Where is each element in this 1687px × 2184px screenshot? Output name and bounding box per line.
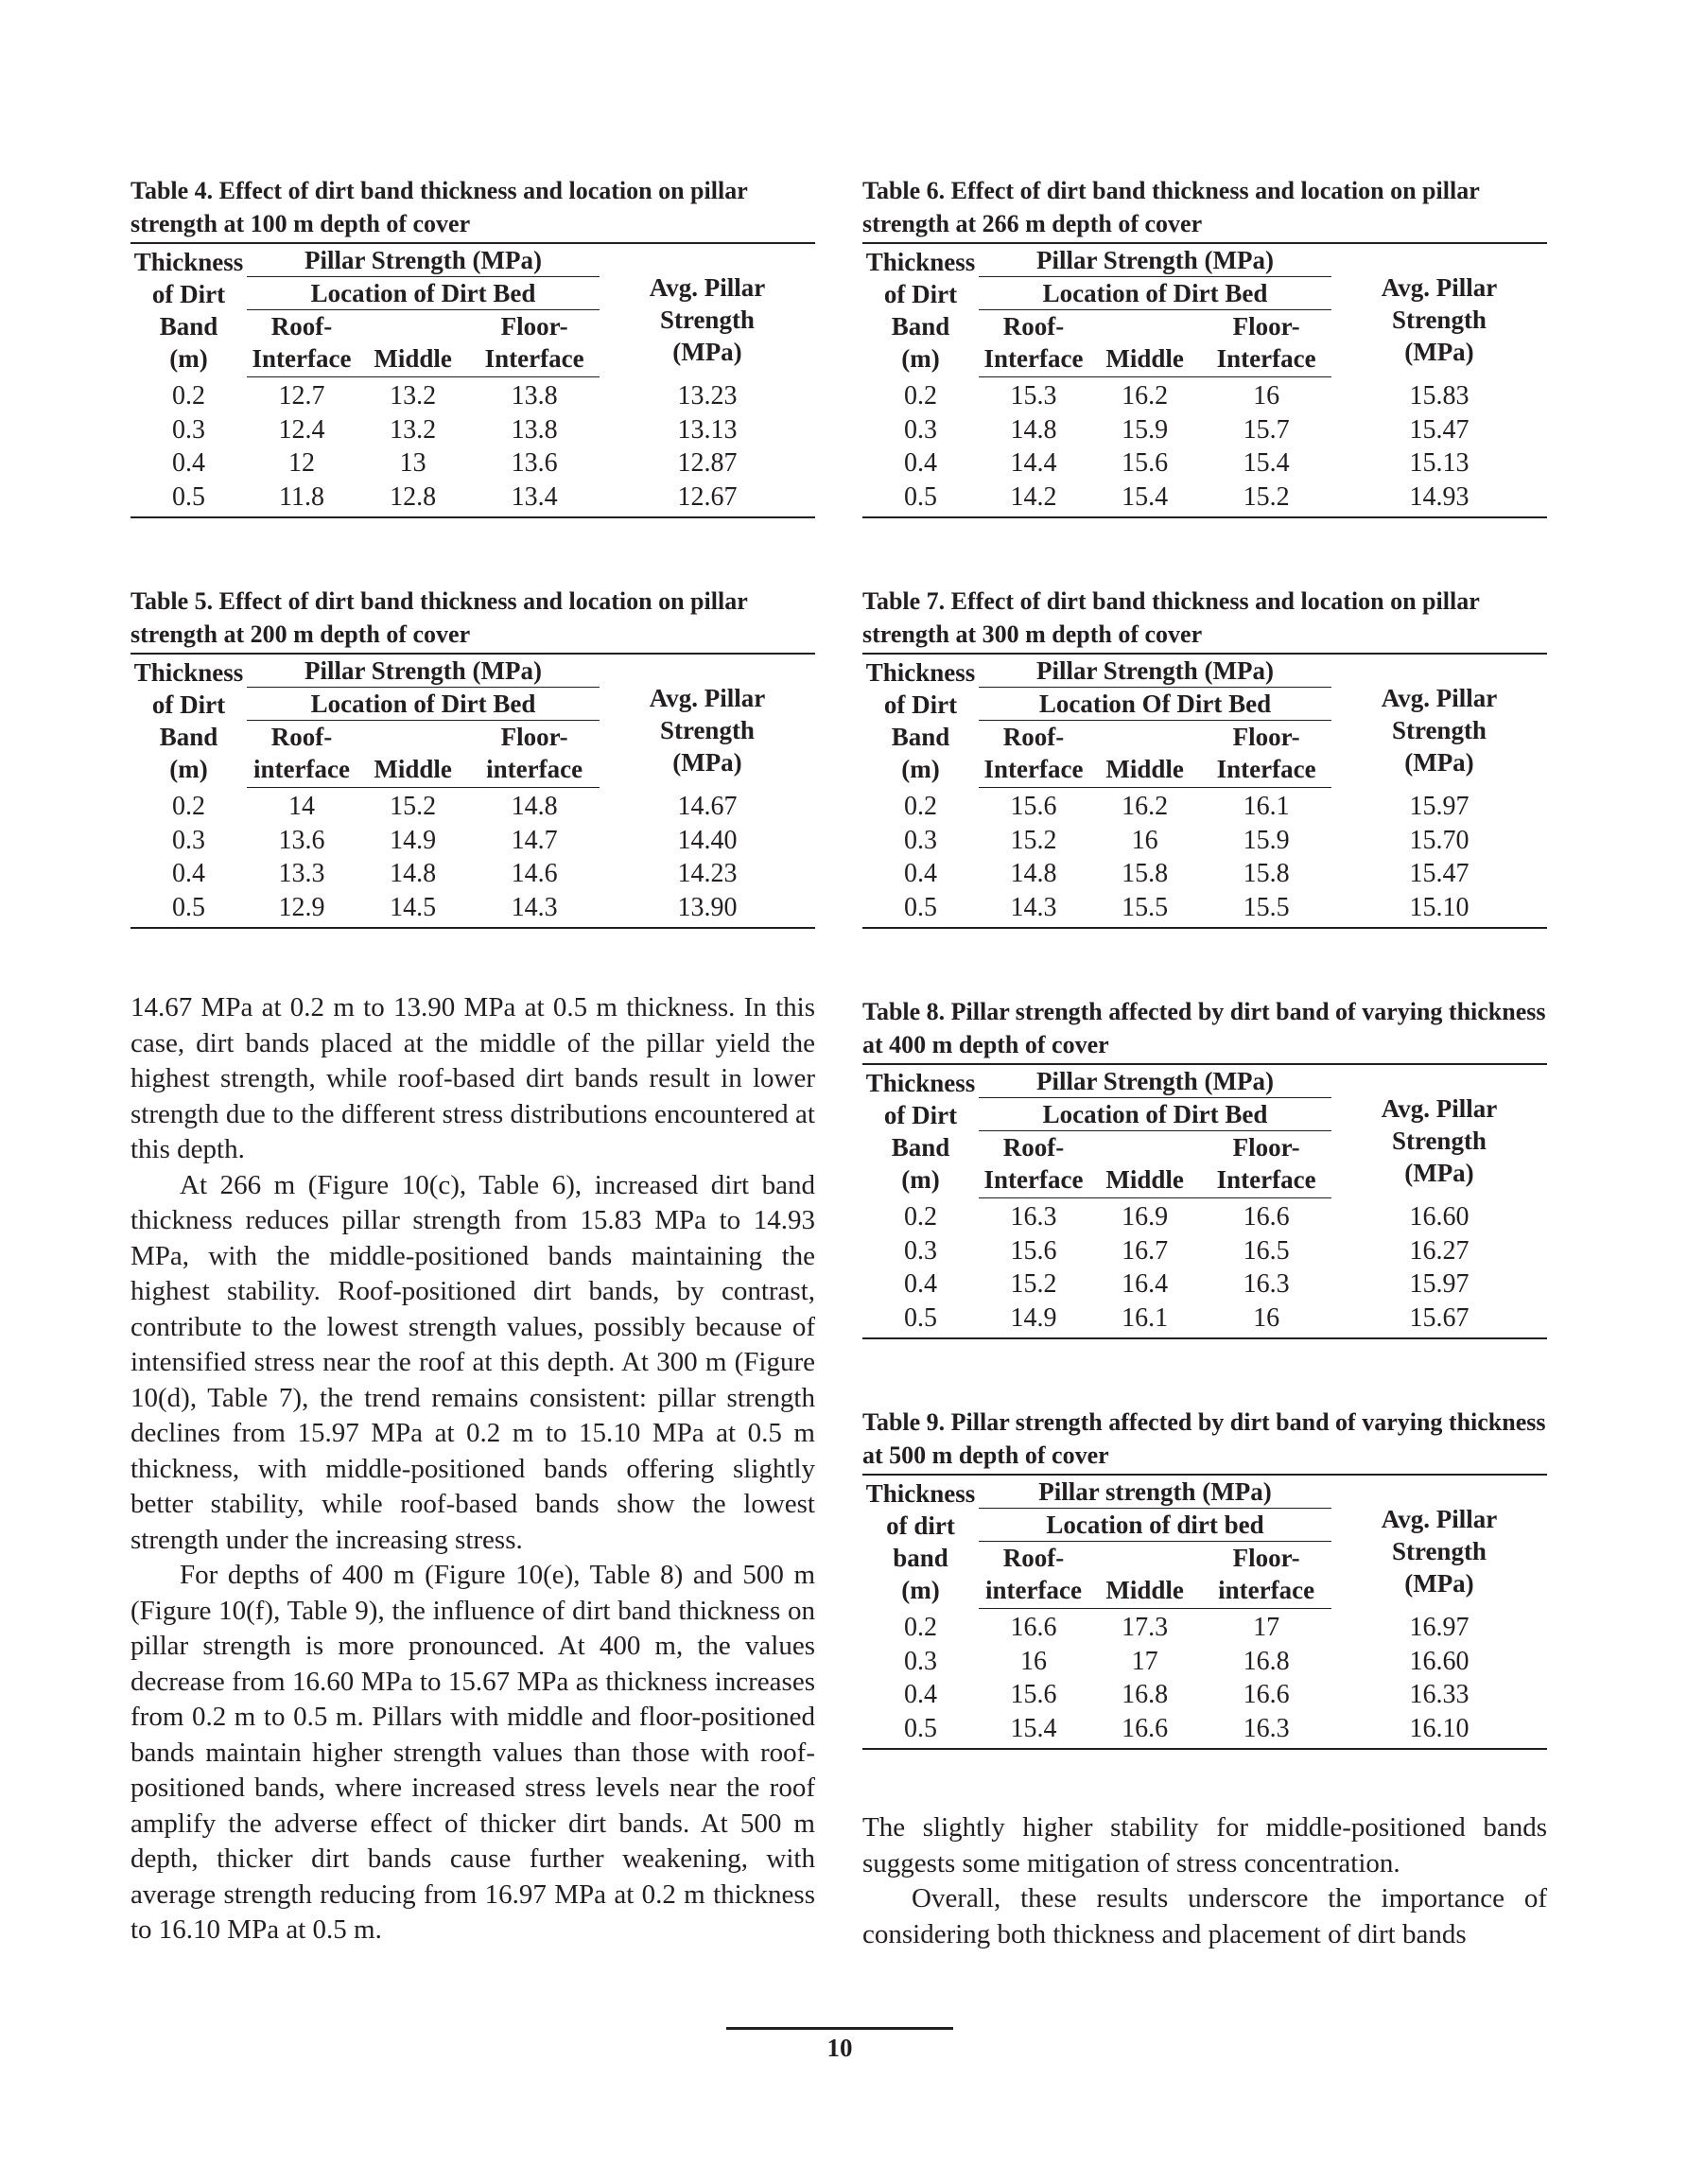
avg-strength-header (1331, 654, 1547, 788)
roof-header-line: Roof- (1002, 723, 1065, 751)
table-row (862, 413, 1547, 447)
pillar-strength-header: Pillar Strength (MPa) (247, 654, 600, 688)
table-cell: 14.3 (1010, 892, 1057, 922)
table-row (862, 480, 1547, 518)
roof-interface-header (979, 1542, 1088, 1609)
table-cell: 16.1 (1243, 792, 1290, 821)
pillar-strength-header: Pillar Strength (MPa) (979, 243, 1331, 277)
table-cell: 13.8 (511, 414, 558, 445)
table-cell: 13.13 (677, 414, 738, 445)
table-cell: 13.2 (390, 381, 437, 411)
table-cell: 0.5 (904, 481, 938, 512)
data-table (862, 1474, 1547, 1750)
avg-header-line: Strength (659, 716, 755, 745)
pillar-strength-header: Pillar Strength (MPa) (247, 243, 600, 277)
avg-strength-header (1331, 243, 1547, 377)
table-cell: 13.2 (390, 414, 437, 445)
data-table (862, 242, 1547, 518)
table-cell: 0.4 (904, 448, 938, 478)
thickness-header-line: of dirt (886, 1511, 955, 1541)
table-cell: 15.4 (1010, 1713, 1057, 1743)
table-caption: Table 4. Effect of dirt band thickness and location on pillar strength at 100 m depth of cover (130, 177, 748, 237)
thickness-header-line: (m) (901, 755, 940, 784)
table-caption: Table 7. Effect of dirt band thickness and location on pillar strength at 300 m depth of cover (862, 587, 1480, 648)
table-caption: Table 9. Pillar strength affected by dirt band of varying thickness at 500 m depth of cover (862, 1408, 1546, 1469)
table-cell: 15.67 (1409, 1302, 1470, 1333)
table-row (862, 377, 1547, 413)
table-row (862, 857, 1547, 891)
table-cell: 14.6 (511, 859, 558, 888)
location-header: Location of Dirt Bed (979, 1098, 1331, 1131)
table-cell: 12.4 (278, 414, 325, 445)
thickness-header-line: of Dirt (883, 280, 958, 309)
table-cell: 0.2 (172, 791, 206, 821)
roof-header-line: interface (985, 1576, 1082, 1604)
thickness-header-line: (m) (169, 755, 208, 784)
table-cell: 0.3 (904, 1646, 938, 1676)
middle-header: Middle (1088, 721, 1201, 788)
table-cell: 13 (399, 448, 426, 478)
location-header: Location of Dirt Bed (979, 277, 1331, 310)
avg-header-line: (MPa) (1404, 1159, 1474, 1188)
table-cell: 12.67 (677, 481, 738, 512)
table-cell: 0.5 (904, 1713, 938, 1743)
roof-header-line: interface (253, 755, 350, 783)
roof-interface-header (979, 721, 1088, 788)
avg-header-line: Avg. Pillar (649, 684, 766, 713)
table-cell: 16.5 (1243, 1235, 1290, 1266)
avg-header-line: Avg. Pillar (1381, 1094, 1498, 1124)
thickness-header-line: (m) (901, 1576, 940, 1605)
table-cell: 15.6 (1122, 448, 1169, 478)
table-cell: 14.8 (1010, 414, 1057, 445)
table-row (862, 1302, 1547, 1339)
thickness-header-line: Band (891, 1133, 950, 1162)
table-cell: 15.47 (1409, 414, 1470, 445)
table-cell: 0.3 (172, 414, 206, 445)
avg-header-line: Strength (1391, 1537, 1487, 1566)
thickness-header (862, 1064, 979, 1198)
table-cell: 0.2 (904, 380, 938, 411)
floor-interface-header (1201, 721, 1331, 788)
table-cell: 12 (287, 448, 315, 478)
table-cell: 16 (1131, 825, 1158, 855)
table-cell: 15.3 (1010, 381, 1057, 411)
table-cell: 15.6 (1010, 1680, 1057, 1709)
table-cell: 15.2 (390, 792, 437, 821)
data-table (862, 1063, 1547, 1339)
table-row (862, 1609, 1547, 1645)
floor-interface-header (469, 721, 600, 788)
thickness-header (862, 654, 979, 788)
table-cell: 13.8 (511, 381, 558, 411)
floor-header-line: Floor- (1232, 723, 1300, 751)
page-number: 10 (826, 2034, 853, 2062)
table-cell: 13.3 (278, 859, 325, 888)
table-row (862, 1645, 1547, 1679)
table-cell: 17 (1131, 1646, 1158, 1676)
avg-strength-header (600, 243, 815, 377)
table-row (862, 824, 1547, 858)
roof-header-line: Roof- (1002, 1133, 1065, 1162)
table-cell: 15.8 (1243, 859, 1290, 888)
avg-header-line: (MPa) (1404, 1569, 1474, 1599)
floor-header-line: Interface (484, 344, 584, 373)
table-cell: 12.7 (278, 381, 325, 411)
table-cell: 16.33 (1409, 1680, 1470, 1709)
table-cell: 0.2 (904, 1201, 938, 1232)
table-cell: 16.3 (1010, 1202, 1057, 1232)
paragraph: For depths of 400 m (Figure 10(e), Table 8) and 500 m (Figure 10(f), Table 9), the influence of dirt band thickness on pillar strength is more pronounced. At 400 m, the values decrease from 16.60 MPa to 15.67 MPa as thickness increases from 0.2 m to 0.5 m. Pillars with middle and floor-positioned bands maintain higher strength values than those with roof-positioned bands, where increased stress levels near the roof amplify the adverse effect of thicker dirt bands. At 500 m depth, thicker dirt bands cause further weakening, with average strength reducing from 16.97 MPa at 0.2 m thickness to 16.10 MPa at 0.5 m. (130, 1560, 815, 1945)
roof-interface-header (979, 1131, 1088, 1198)
floor-header-line: interface (486, 755, 583, 783)
pillar-strength-header: Pillar strength (MPa) (979, 1475, 1331, 1509)
floor-header-line: Floor- (500, 723, 568, 751)
middle-header: Middle (1088, 1542, 1201, 1609)
table-cell: 0.5 (904, 892, 938, 922)
roof-interface-header (247, 310, 357, 377)
thickness-header-line: Thickness (865, 658, 976, 688)
table-cell: 14.67 (677, 791, 738, 821)
table-cell: 16 (1019, 1646, 1047, 1676)
avg-header-line: (MPa) (672, 748, 742, 778)
table-row (130, 824, 815, 858)
avg-header-line: Strength (1391, 1127, 1487, 1156)
floor-interface-header (469, 310, 600, 377)
table-cell: 15.97 (1409, 1269, 1470, 1299)
table-cell: 16.2 (1122, 381, 1169, 411)
table-cell: 13.6 (278, 825, 325, 855)
table-cell: 15.5 (1243, 892, 1290, 922)
table-cell: 15.97 (1409, 791, 1470, 821)
table-cell: 14.4 (1010, 448, 1057, 478)
table-cell: 14.7 (511, 825, 558, 855)
avg-strength-header (1331, 1475, 1547, 1609)
table-cell: 15.9 (1243, 825, 1290, 855)
table-caption: Table 8. Pillar strength affected by dirt band of varying thickness at 400 m depth of cover (862, 998, 1546, 1058)
table-row (130, 377, 815, 413)
table-cell: 16.6 (1010, 1613, 1057, 1642)
thickness-header (130, 243, 247, 377)
table-cell: 0.3 (904, 414, 938, 445)
table-row (862, 1678, 1547, 1712)
table-cell: 13.90 (677, 892, 738, 922)
thickness-header-line: Band (159, 723, 218, 752)
table-cell: 14.3 (511, 892, 558, 922)
middle-header: Middle (1088, 1131, 1201, 1198)
floor-header-line: Floor- (500, 312, 568, 341)
table-caption: Table 6. Effect of dirt band thickness and location on pillar strength at 266 m depth of cover (862, 177, 1480, 237)
table-cell: 0.5 (904, 1302, 938, 1333)
table-cell: 15.8 (1122, 859, 1169, 888)
table-cell: 0.5 (172, 481, 206, 512)
table-cell: 0.4 (172, 448, 206, 478)
floor-header-line: Interface (1216, 1165, 1316, 1194)
floor-interface-header (1201, 1131, 1331, 1198)
table-row (130, 788, 815, 824)
table-cell: 0.3 (904, 1235, 938, 1266)
table-cell: 15.83 (1409, 380, 1470, 411)
thickness-header-line: Band (891, 723, 950, 752)
roof-interface-header (247, 721, 357, 788)
table-cell: 16.1 (1122, 1302, 1169, 1333)
table-cell: 16.60 (1409, 1646, 1470, 1676)
data-table-block (862, 995, 1547, 1339)
avg-header-line: Avg. Pillar (1381, 1505, 1498, 1534)
table-cell: 14.8 (1010, 859, 1057, 888)
table-cell: 14.40 (677, 825, 738, 855)
middle-header: Middle (357, 310, 469, 377)
table-cell: 14 (287, 792, 315, 821)
table-cell: 16.4 (1122, 1269, 1169, 1299)
middle-header: Middle (1088, 310, 1201, 377)
table-cell: 16.97 (1409, 1612, 1470, 1642)
table-cell: 0.5 (172, 892, 206, 922)
table-row (862, 788, 1547, 824)
avg-header-line: (MPa) (672, 338, 742, 367)
data-table-block (130, 174, 815, 518)
thickness-header-line: Thickness (133, 248, 244, 277)
table-cell: 16.3 (1243, 1713, 1290, 1743)
table-row (862, 1234, 1547, 1268)
table-row (130, 480, 815, 518)
floor-interface-header (1201, 310, 1331, 377)
table-cell: 13.23 (677, 380, 738, 411)
thickness-header-line: of Dirt (151, 690, 226, 720)
table-cell: 0.3 (904, 825, 938, 855)
table-cell: 15.13 (1409, 448, 1470, 478)
table-row (130, 446, 815, 480)
table-row (862, 891, 1547, 929)
thickness-header-line: of Dirt (151, 280, 226, 309)
table-cell: 16.2 (1122, 792, 1169, 821)
location-header: Location of Dirt Bed (247, 277, 600, 310)
avg-strength-header (1331, 1064, 1547, 1198)
thickness-header-line: of Dirt (883, 1101, 958, 1130)
paragraph: At 266 m (Figure 10(c), Table 6), increased dirt band thickness reduces pillar strength from 15.83 MPa to 14.93 MPa, with the middle-positioned bands maintaining the highest stability. Roof-positioned dirt bands, by contrast, contribute to the lowest strength values, possibly because of intensified stress near the roof at this depth. At 300 m (Figure 10(d), Table 7), the trend remains consistent: pillar strength declines from 15.97 MPa at 0.2 m to 15.10 MPa at 0.5 m thickness, with middle-positioned bands offering slightly better stability, while roof-based bands show the lowest strength under the increasing stress. (130, 1169, 815, 1555)
roof-header-line: Interface (252, 344, 352, 373)
floor-header-line: Floor- (1232, 1544, 1300, 1572)
table-cell: 11.8 (279, 481, 324, 512)
table-cell: 16.8 (1243, 1646, 1290, 1676)
table-cell: 15.4 (1243, 448, 1290, 478)
left-column-text (130, 990, 815, 1948)
table-cell: 15.9 (1122, 414, 1169, 445)
avg-header-line: Strength (659, 306, 755, 335)
table-cell: 12.87 (677, 448, 738, 478)
roof-header-line: Roof- (270, 723, 333, 751)
table-row (862, 1712, 1547, 1750)
table-row (862, 1198, 1547, 1234)
table-cell: 16.7 (1122, 1235, 1169, 1266)
avg-header-line: Strength (1391, 306, 1487, 335)
thickness-header-line: Thickness (865, 1069, 976, 1098)
location-header: Location of dirt bed (979, 1509, 1331, 1542)
table-cell: 14.8 (511, 792, 558, 821)
table-cell: 14.9 (1010, 1302, 1057, 1333)
right-column-text (862, 1810, 1547, 1952)
data-table (862, 653, 1547, 929)
table-cell: 15.6 (1010, 1235, 1057, 1266)
table-row (862, 1267, 1547, 1302)
table-row (862, 446, 1547, 480)
pillar-strength-header: Pillar Strength (MPa) (979, 654, 1331, 688)
table-cell: 14.5 (390, 892, 437, 922)
thickness-header-line: (m) (901, 344, 940, 374)
table-cell: 0.4 (172, 859, 206, 888)
table-cell: 14.9 (390, 825, 437, 855)
data-table-block (862, 585, 1547, 929)
floor-header-line: Interface (1216, 344, 1316, 373)
table-cell: 0.4 (904, 859, 938, 888)
table-cell: 0.4 (904, 1680, 938, 1709)
table-cell: 13.4 (511, 481, 558, 512)
table-cell: 16 (1253, 1302, 1280, 1333)
table-cell: 16 (1253, 381, 1280, 411)
floor-header-line: Floor- (1232, 312, 1300, 341)
thickness-header-line: band (893, 1544, 948, 1573)
table-cell: 16.10 (1409, 1713, 1470, 1743)
thickness-header-line: Thickness (865, 248, 976, 277)
roof-header-line: Roof- (270, 312, 333, 341)
avg-header-line: Avg. Pillar (1381, 273, 1498, 303)
floor-header-line: Interface (1216, 755, 1316, 783)
footer-rule (726, 2027, 953, 2030)
table-cell: 0.2 (904, 791, 938, 821)
roof-header-line: Interface (983, 755, 1084, 783)
thickness-header-line: Thickness (133, 658, 244, 688)
table-cell: 16.8 (1122, 1680, 1169, 1709)
floor-header-line: Floor- (1232, 1133, 1300, 1162)
table-cell: 14.8 (390, 859, 437, 888)
table-cell: 13.6 (511, 448, 558, 478)
table-cell: 15.2 (1010, 1269, 1057, 1299)
table-row (130, 891, 815, 929)
table-cell: 14.93 (1409, 481, 1470, 512)
table-cell: 14.23 (677, 859, 738, 888)
middle-header: Middle (357, 721, 469, 788)
table-cell: 12.8 (390, 481, 437, 512)
table-cell: 15.4 (1122, 481, 1169, 512)
table-cell: 17.3 (1122, 1613, 1169, 1642)
pillar-strength-header: Pillar Strength (MPa) (979, 1064, 1331, 1098)
roof-header-line: Interface (983, 344, 1084, 373)
avg-header-line: Strength (1391, 716, 1487, 745)
avg-header-line: (MPa) (1404, 748, 1474, 778)
table-cell: 0.2 (904, 1612, 938, 1642)
roof-interface-header (979, 310, 1088, 377)
table-cell: 16.3 (1243, 1269, 1290, 1299)
table-cell: 16.9 (1122, 1202, 1169, 1232)
thickness-header-line: Band (891, 312, 950, 341)
table-cell: 0.4 (904, 1269, 938, 1299)
data-table (130, 242, 815, 518)
thickness-header (862, 1475, 979, 1609)
table-cell: 15.10 (1409, 892, 1470, 922)
avg-strength-header (600, 654, 815, 788)
table-row (130, 857, 815, 891)
table-cell: 16.6 (1243, 1680, 1290, 1709)
table-cell: 17 (1253, 1613, 1280, 1642)
table-cell: 16.27 (1409, 1235, 1470, 1266)
thickness-header (130, 654, 247, 788)
location-header: Location Of Dirt Bed (979, 688, 1331, 721)
thickness-header-line: of Dirt (883, 690, 958, 720)
table-cell: 16.6 (1122, 1713, 1169, 1743)
table-cell: 14.2 (1010, 481, 1057, 512)
table-cell: 0.2 (172, 380, 206, 411)
table-cell: 15.6 (1010, 792, 1057, 821)
table-cell: 15.47 (1409, 859, 1470, 888)
thickness-header-line: Thickness (865, 1479, 976, 1509)
data-table (130, 653, 815, 929)
avg-header-line: Avg. Pillar (649, 273, 766, 303)
table-cell: 15.2 (1010, 825, 1057, 855)
thickness-header-line: (m) (169, 344, 208, 374)
location-header: Location of Dirt Bed (247, 688, 600, 721)
data-table-block (862, 174, 1547, 518)
data-table-block (130, 585, 815, 929)
table-cell: 12.9 (278, 892, 325, 922)
thickness-header-line: Band (159, 312, 218, 341)
table-cell: 16.6 (1243, 1202, 1290, 1232)
data-table-block (862, 1406, 1547, 1750)
paragraph: Overall, these results underscore the importance of considering both thickness and placement of dirt bands (862, 1883, 1547, 1949)
table-cell: 15.7 (1243, 414, 1290, 445)
floor-header-line: interface (1218, 1576, 1315, 1604)
paragraph: The slightly higher stability for middle-positioned bands suggests some mitigation of stress concentration. (862, 1812, 1547, 1878)
table-cell: 0.3 (172, 825, 206, 855)
thickness-header (862, 243, 979, 377)
roof-header-line: Roof- (1002, 312, 1065, 341)
paragraph: 14.67 MPa at 0.2 m to 13.90 MPa at 0.5 m thickness. In this case, dirt bands placed at the middle of the pillar yield the highest strength, while roof-based dirt bands result in lower strength due to the different stress distributions encountered at this depth. (130, 992, 815, 1164)
avg-header-line: (MPa) (1404, 338, 1474, 367)
table-cell: 15.70 (1409, 825, 1470, 855)
table-cell: 15.2 (1243, 481, 1290, 512)
table-caption: Table 5. Effect of dirt band thickness and location on pillar strength at 200 m depth of cover (130, 587, 748, 648)
floor-interface-header (1201, 1542, 1331, 1609)
roof-header-line: Roof- (1002, 1544, 1065, 1572)
thickness-header-line: (m) (901, 1165, 940, 1195)
table-cell: 15.5 (1122, 892, 1169, 922)
roof-header-line: Interface (983, 1165, 1084, 1194)
avg-header-line: Avg. Pillar (1381, 684, 1498, 713)
table-row (130, 413, 815, 447)
table-cell: 16.60 (1409, 1201, 1470, 1232)
